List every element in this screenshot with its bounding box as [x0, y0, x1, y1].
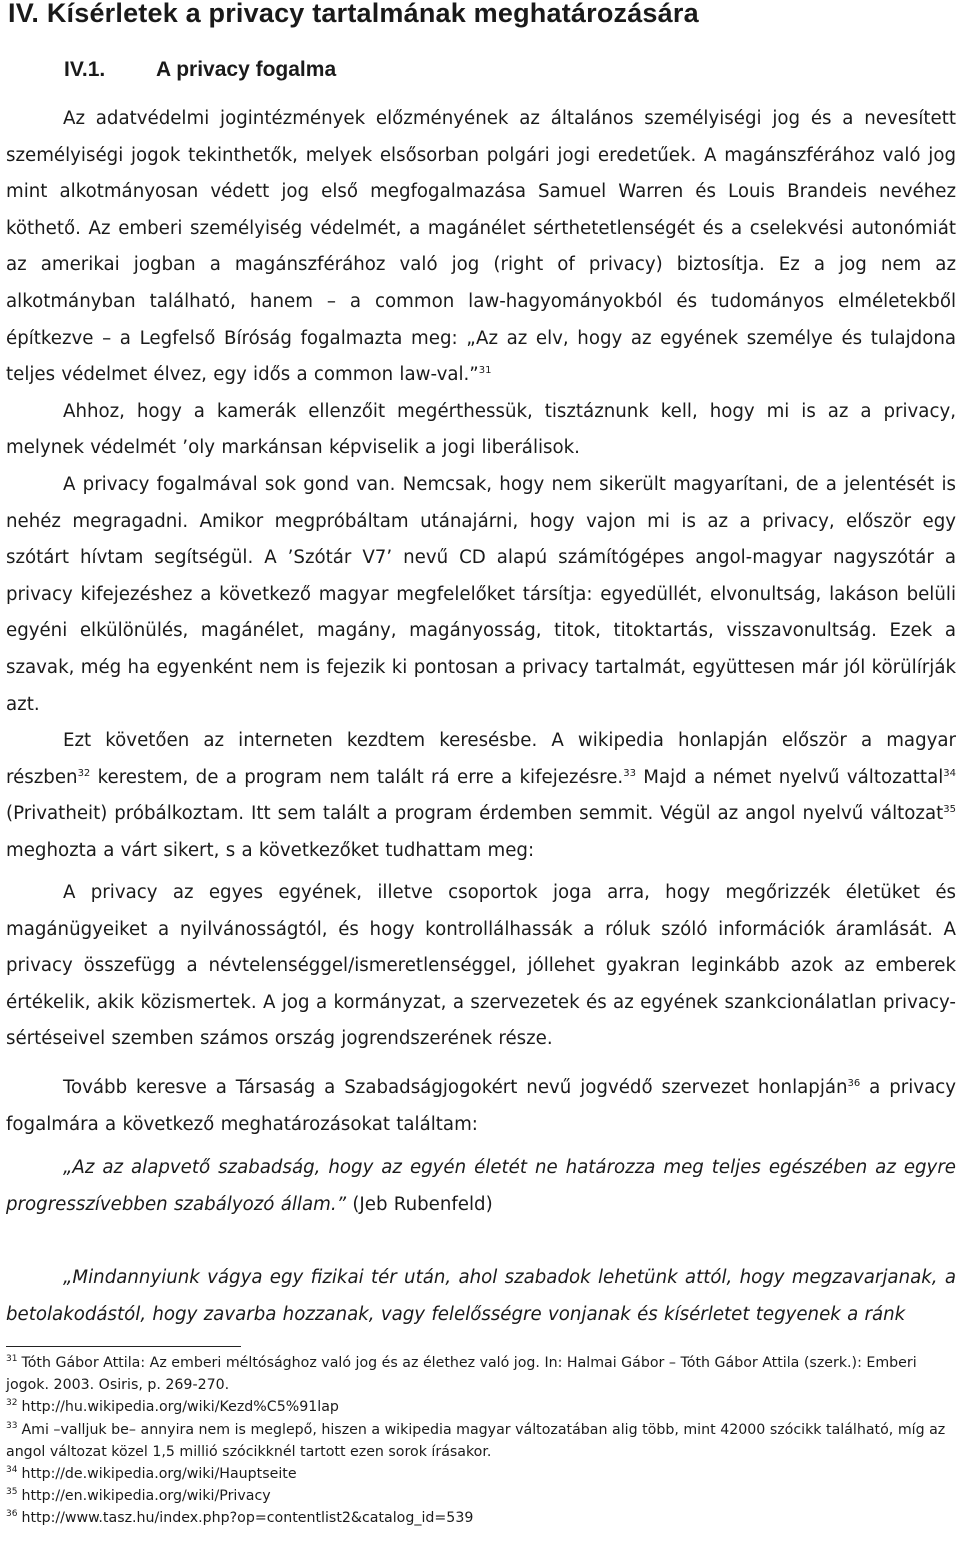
footnote-ref-33[interactable]: 33 — [623, 767, 636, 779]
paragraph-4-text-e: meghozta a várt sikert, s a következőket tudhattam meg: — [6, 839, 535, 861]
footnote-ref-32[interactable]: 32 — [77, 767, 91, 779]
footnotes — [6, 1352, 956, 1530]
footnote-number: 35 — [6, 1487, 18, 1498]
paragraph-4-text-b: kerestem, de a program nem talált rá erre a kifejezésre. — [90, 766, 624, 788]
footnote-link[interactable]: http://www.tasz.hu/index.php?op=contentlist2&catalog_id=539 — [21, 1510, 474, 1527]
quote-1 — [6, 1150, 956, 1223]
paragraph-4 — [6, 723, 956, 869]
paragraph-5: A privacy az egyes egyének, illetve csoportok joga arra, hogy megőrizzék életüket és magánügyeiket a nyilvánosságtól, és hogy kontrollálhassák a róluk szóló információk áramlását. A privacy összefügg a névtelenséggel/ismeretlenséggel, jóllehet gyakran leginkább azok az emberek értékelik, akik közismertek. A jog a kormányzat, a szervezetek és az egyének szankcionálatlan privacy-sértéseivel szemben számos ország jogrendszerének része. — [6, 882, 956, 1050]
footnote-number: 34 — [6, 1465, 18, 1476]
footnote-text: Tóth Gábor Attila: Az emberi méltósághoz való jog és az élethez való jog. In: Halmai Gábor – Tóth Gábor Attila (szerk.): Emberi jogok. 2003. Osiris, p. 269-270. — [6, 1355, 917, 1394]
definition-block — [6, 875, 956, 1058]
quote-2: „Mindannyiunk vágya egy fizikai tér után, ahol szabadok lehetünk attól, hogy megzavarjanak, a betolakodástól, hogy zavarba hozzanak, vagy felelősségre vonjanak és kísérletet tegyenek a ránk — [6, 1267, 956, 1325]
paragraph-4-text-a: Ezt követően az interneten kezdtem keresésbe. A wikipedia honlapján először a magyar részben — [6, 730, 956, 788]
footnote-ref-36[interactable]: 36 — [847, 1078, 861, 1089]
paragraph-1-text: Az adatvédelmi jogintézmények előzményének az általános személyiségi jog és a nevesített személyiségi jogok tekinthetők, melyek elsősorban polgári jogi eredetűek. A magánszférához való jog mint alkotmányosan védett jog első megfogalmazása Samuel Warren és Louis Brandeis nevéhez köthető. Az emberi személyiség védelmét, a magánélet sérthetetlenségét és a cselekvési autonómiát az amerikai jogban a magánszférához való jog (right of privacy) biztosítja. Ez a jog nem az alkotmányban található, hanem – a common law-hagyományokból és tudományos elméletekből építkezve – a Legfelső Bíróság fogalmazta meg: „Az az elv, hogy az egyének személye és tulajdona teljes védelmet élvez, egy idős a common law-val.” — [6, 108, 956, 386]
paragraph-4-text-d: (Privatheit) próbálkoztam. Itt sem talált a program érdemben semmit. Végül az angol nyelvű változat — [6, 803, 944, 825]
footnote-33 — [6, 1419, 956, 1463]
section-title: A privacy fogalma — [156, 58, 337, 81]
paragraph-1 — [6, 101, 956, 394]
paragraph-4-text-c: Majd a német nyelvű változattal — [635, 766, 944, 788]
paragraph-6-text-a: Tovább keresve a Társaság a Szabadságjogokért nevű jogvédő szervezet honlapján — [63, 1077, 848, 1098]
footnote-31 — [6, 1352, 956, 1396]
footnote-number: 33 — [6, 1420, 18, 1431]
footnote-ref-31[interactable]: 31 — [478, 365, 492, 377]
body-text — [6, 101, 956, 869]
quote-block-1 — [6, 1150, 956, 1223]
footnote-36 — [6, 1507, 956, 1529]
footnote-number: 31 — [6, 1354, 18, 1364]
quote-1-author: (Jeb Rubenfeld) — [346, 1193, 493, 1215]
section-heading — [64, 58, 336, 82]
footnote-text: Ami –valljuk be– annyira nem is meglepő, hiszen a wikipedia magyar változatában alig több, mint 42000 szócikk található, míg az angol változat közel 1,5 millió szócikknél tartott ezen sorok írásakor. — [6, 1421, 946, 1460]
footnote-32 — [6, 1396, 956, 1418]
footnote-34 — [6, 1463, 956, 1485]
footnote-link[interactable]: http://hu.wikipedia.org/wiki/Kezd%C5%91lap — [21, 1399, 339, 1416]
paragraph-3: A privacy fogalmával sok gond van. Nemcsak, hogy nem sikerült magyarítani, de a jelentését is nehéz megragadni. Amikor megpróbáltam utánajárni, hogy vajon mi is az a privacy, először egy szótárt hívtam segítségül. A ’Szótár V7’ nevű CD alapú számítógépes angol-magyar nagyszótár a privacy kifejezéshez a következő magyar megfelelőket társítja: egyedüllét, elvonultság, lakáson belüli egyéni elkülönülés, magánélet, magány, magányosság, titok, titoktartás, visszavonultság. Ezek a szavak, még ha egyenként nem is fejezik ki pontosan a privacy tartalmát, együttesen már jól körülírják azt. — [6, 473, 956, 715]
footnote-link[interactable]: http://de.wikipedia.org/wiki/Hauptseite — [21, 1466, 297, 1483]
footnote-ref-34[interactable]: 34 — [943, 767, 956, 779]
footnote-separator — [6, 1346, 241, 1347]
section-number: IV.1. — [64, 58, 106, 81]
quote-block-2 — [6, 1260, 956, 1333]
quote-1-text: „Az az alapvető szabadság, hogy az egyén életét ne határozza meg teljes egészében az egyre progresszívebben szabályozó állam.” — [6, 1157, 956, 1215]
paragraph-6-text-b: a privacy fogalmára a következő meghatározásokat találtam: — [6, 1077, 956, 1135]
tasz-paragraph-block — [6, 1070, 956, 1143]
footnote-ref-35[interactable]: 35 — [943, 804, 956, 816]
footnote-number: 32 — [6, 1398, 18, 1409]
footnote-number: 36 — [6, 1509, 18, 1520]
chapter-heading: IV. Kísérletek a privacy tartalmának meghatározására — [8, 0, 699, 28]
footnote-link[interactable]: http://en.wikipedia.org/wiki/Privacy — [21, 1488, 271, 1505]
paragraph-6 — [6, 1070, 956, 1143]
footnote-35 — [6, 1485, 956, 1507]
paragraph-2: Ahhoz, hogy a kamerák ellenzőit megérthessük, tisztáznunk kell, hogy mi is az a privacy, melynek védelmét ’oly markánsan képviselik a jogi liberálisok. — [6, 400, 956, 459]
